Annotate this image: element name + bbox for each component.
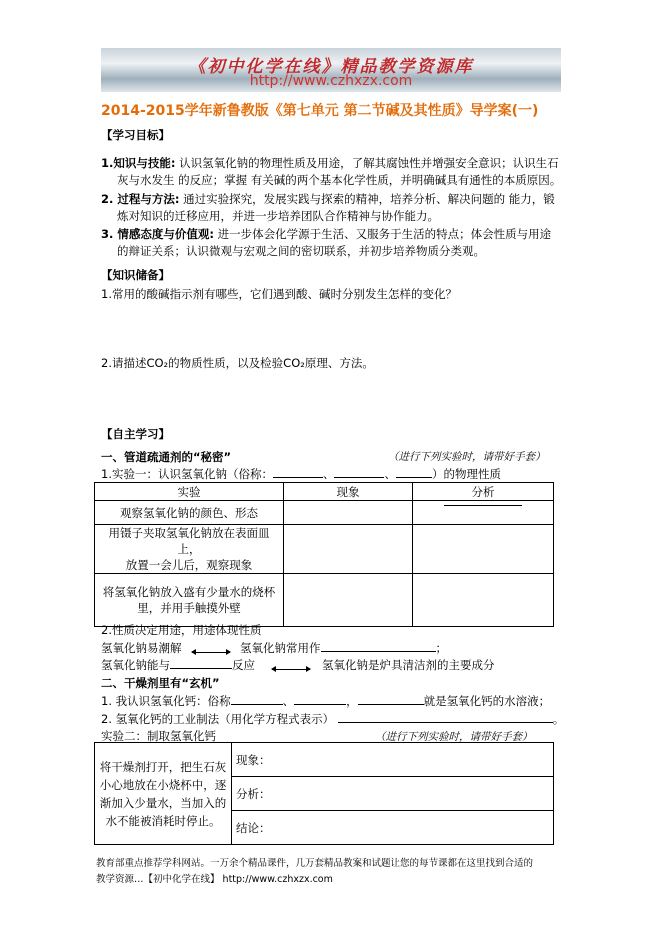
use-l2b: 反应: [232, 658, 255, 672]
table-cell[interactable]: [284, 501, 413, 525]
blank[interactable]: [334, 466, 384, 478]
cell-line: 将干燥剂打开，把生石灰: [99, 759, 227, 774]
prep-q1: 1.常用的酸碱指示剂有哪些，它们遇到酸、碱时分别发生怎样的变化？: [101, 287, 457, 301]
table-cell: 观察氢氧化钠的颜色、形态: [95, 501, 284, 525]
obj1-text: 认识氢氧化钠的物理性质及用途，了解其腐蚀性并增强安全意识；认识生石: [179, 156, 559, 170]
self-heading: 【自主学习】: [101, 427, 170, 441]
comma: ，: [346, 694, 358, 708]
table-cell[interactable]: [413, 501, 554, 525]
banner-url[interactable]: http://www.czhxzx.com: [249, 73, 413, 89]
doc-title: 2014-2015学年新鲁教版《第七单元 第二节碱及其性质》导学案(一): [101, 103, 539, 119]
blank[interactable]: [358, 693, 424, 705]
sep: 、: [282, 694, 295, 708]
cell-line: 放置一会儿后，观察现象: [125, 558, 253, 572]
s2-q1: 1. 我认识氢氧化钙：俗称: [101, 694, 231, 708]
obj2-text2: 炼对知识的迁移应用，并进一步培养团队合作精神与协作能力。: [117, 209, 439, 223]
prep-q2: 2.请描述CO₂的物质性质，以及检验CO₂原理、方法。: [101, 356, 374, 370]
obj1-text2: 灰与水发生 的反应；掌握 有关碱的两个基本化学性质，并明确碱具有通性的本质原因。: [117, 173, 562, 187]
th-exp: 实验: [95, 483, 284, 501]
th-analysis: 分析: [413, 483, 554, 501]
period: 。: [552, 712, 565, 726]
objectives-heading: 【学习目标】: [101, 128, 170, 142]
blank[interactable]: [338, 711, 553, 723]
exp1-suffix: ）的物理性质: [431, 467, 501, 481]
double-arrow-icon: [192, 652, 230, 653]
sep: 、: [384, 467, 396, 481]
analysis-cell[interactable]: 分析：: [232, 777, 554, 811]
use-l2a: 氢氧化钠能与: [101, 658, 170, 672]
cell-line: 渐加入少量水，当加入的: [99, 795, 227, 810]
double-arrow-icon: [272, 669, 310, 670]
s2-q1b: 就是氢氧化钙的水溶液；: [423, 694, 551, 708]
s2-note: （进行下列实验时，请带好手套）: [375, 731, 533, 743]
table-cell[interactable]: [284, 525, 413, 574]
cell-line: 里，并用手触摸外壁: [137, 601, 241, 615]
exp2-table: [94, 742, 554, 845]
cell-line: 用镊子夹取氢氧化钠放在表面皿上，: [108, 526, 270, 556]
banner-title: 《初中化学在线》精品教学资源库: [188, 57, 474, 77]
blank[interactable]: [294, 693, 346, 705]
sep: 、: [322, 467, 335, 481]
s1-p2: 2.性质决定用途，用途体现性质: [101, 623, 262, 637]
s1-note: （进行下列实验时，请带好手套）: [388, 451, 546, 463]
use-l2c: 氢氧化钠是炉具清洁剂的主要成分: [322, 658, 495, 672]
obj2-label: 2. 过程与方法:: [101, 192, 180, 206]
conclusion-cell[interactable]: 结论：: [232, 811, 554, 845]
blank[interactable]: [396, 466, 432, 478]
obj1-label: 1.知识与技能:: [101, 156, 176, 170]
obj3-text2: 的辩证关系；认识微观与宏观之间的密切联系，并初步培养物质分类观。: [117, 244, 485, 258]
footer-url[interactable]: http://www.czhxzx.com: [222, 874, 333, 885]
exp1-table: [94, 482, 554, 627]
exp2-desc: [95, 743, 232, 845]
table-cell: [95, 525, 284, 574]
th-phenomenon: 现象: [284, 483, 413, 501]
obj3-text: 进一步体会化学源于生活、又服务于生活的特点；体会性质与用途: [217, 227, 552, 241]
banner-image: [101, 48, 561, 92]
obj2-text: 通过实验探究，发展实践与探索的精神，培养分析、解决问题的 能力，锻: [183, 192, 555, 206]
table-cell[interactable]: [413, 574, 554, 627]
phenomenon-cell[interactable]: 现象：: [232, 743, 554, 777]
cell-line: 小心地放在小烧杯中，逐: [99, 777, 227, 792]
s1-heading: 一、管道疏通剂的“秘密”: [101, 450, 232, 464]
table-cell: [95, 574, 284, 627]
s2-q2: 2. 氢氧化钙的工业制法（用化学方程式表示）: [101, 712, 335, 726]
blank[interactable]: [170, 657, 232, 669]
use-l1a: 氢氧化钠易潮解: [101, 641, 182, 655]
footer-line2: 教学资源…【初中化学在线】: [96, 874, 220, 885]
blank[interactable]: [273, 466, 323, 478]
cell-line: 将氢氧化钠放入盛有少量水的烧杯: [102, 585, 276, 599]
use-l1b: 氢氧化钠常用作: [240, 641, 321, 655]
table-cell[interactable]: [284, 574, 413, 627]
footer-line1: 教育部重点推荐学科网站。一万余个精品课件，几万套精品教案和试题让您的每节课都在这里找到合适的: [96, 858, 534, 869]
blank[interactable]: [321, 640, 436, 652]
exp1-label: 1.实验一：认识氢氧化钠（俗称：: [101, 467, 273, 481]
semi: ；: [435, 641, 447, 655]
exp2-label: 实验二：制取氢氧化钙: [101, 729, 216, 743]
table-cell[interactable]: [413, 525, 554, 574]
cell-line: 水不能被消耗时停止。: [105, 813, 221, 828]
obj3-label: 3. 情感态度与价值观:: [101, 227, 214, 241]
blank[interactable]: [231, 693, 283, 705]
s2-heading: 二、干燥剂里有“玄机”: [101, 676, 220, 690]
prep-heading: 【知识储备】: [101, 268, 170, 282]
